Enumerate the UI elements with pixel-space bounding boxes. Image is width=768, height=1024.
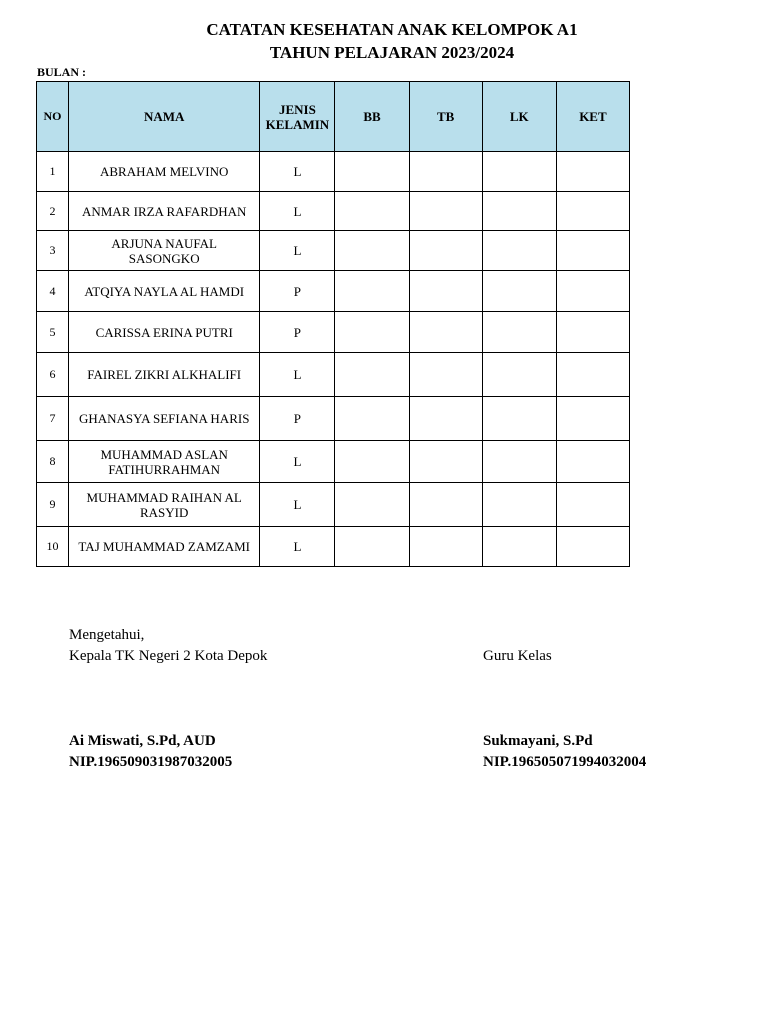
cell-bb [335,312,409,353]
cell-jenis-kelamin: L [260,192,335,231]
cell-nama [69,231,260,271]
bulan-label: BULAN : [37,65,87,79]
cell-bb [335,231,409,271]
cell-lk [482,483,556,527]
table-row [37,312,630,353]
kepala-nip: NIP.196509031987032005 [69,754,233,770]
column-header-jenis-line2: KELAMIN [265,116,330,132]
guru-name: Sukmayani, S.Pd [483,733,593,749]
cell-ket [556,152,629,192]
cell-ket [556,483,629,527]
table-row [37,152,630,192]
cell-ket [556,231,629,271]
cell-bb [335,441,409,483]
cell-bb [335,527,409,567]
cell-jenis-kelamin: L [260,231,335,271]
cell-jenis-kelamin: P [260,397,335,441]
cell-no: 1 [37,152,69,192]
cell-lk [482,441,556,483]
cell-tb [409,231,482,271]
cell-tb [409,483,482,527]
mengetahui-text: Mengetahui, [69,627,145,643]
cell-tb [409,441,482,483]
cell-nama-line2: SASONGKO [128,250,200,266]
table-row [37,192,630,231]
cell-nama: ABRAHAM MELVINO [69,152,260,192]
cell-jenis-kelamin: L [260,152,335,192]
cell-nama: CARISSA ERINA PUTRI [69,312,260,353]
table-row [37,441,630,483]
cell-jenis-kelamin: L [260,353,335,397]
cell-no: 4 [37,271,69,312]
cell-no: 7 [37,397,69,441]
cell-ket [556,312,629,353]
cell-ket [556,192,629,231]
cell-lk [482,527,556,567]
column-header-no: NO [37,82,69,152]
cell-bb [335,483,409,527]
cell-no: 5 [37,312,69,353]
cell-nama-line1: MUHAMMAD ASLAN [100,446,228,462]
cell-nama: ATQIYA NAYLA AL HAMDI [69,271,260,312]
cell-nama-line1: MUHAMMAD RAIHAN AL [86,489,242,505]
cell-bb [335,192,409,231]
column-header-jenis-line1: JENIS [278,101,316,117]
cell-tb [409,397,482,441]
guru-nip: NIP.196505071994032004 [483,754,647,770]
cell-nama: TAJ MUHAMMAD ZAMZAMI [69,527,260,567]
cell-nama-line2: FATIHURRAHMAN [108,461,221,477]
cell-nama-line1: ARJUNA NAUFAL [111,235,217,251]
cell-jenis-kelamin: L [260,483,335,527]
cell-lk [482,152,556,192]
cell-nama [69,483,260,527]
cell-no: 3 [37,231,69,271]
document-title: CATATAN KESEHATAN ANAK KELOMPOK A1 [206,20,578,39]
table-row [37,483,630,527]
cell-lk [482,231,556,271]
column-header-tb: TB [409,82,482,152]
guru-title: Guru Kelas [483,648,552,664]
column-header-jenis-kelamin [260,82,335,152]
cell-lk [482,353,556,397]
cell-tb [409,192,482,231]
cell-no: 6 [37,353,69,397]
health-record-table [36,81,630,567]
cell-no: 2 [37,192,69,231]
cell-jenis-kelamin: L [260,441,335,483]
document-subtitle: TAHUN PELAJARAN 2023/2024 [269,43,515,62]
column-header-ket: KET [556,82,629,152]
table-row [37,353,630,397]
kepala-name: Ai Miswati, S.Pd, AUD [69,733,216,749]
cell-lk [482,192,556,231]
table-row [37,397,630,441]
cell-jenis-kelamin: P [260,312,335,353]
cell-ket [556,271,629,312]
cell-ket [556,397,629,441]
cell-tb [409,152,482,192]
table-row [37,271,630,312]
cell-jenis-kelamin: P [260,271,335,312]
column-header-bb: BB [335,82,409,152]
column-header-nama: NAMA [69,82,260,152]
cell-bb [335,353,409,397]
cell-no: 8 [37,441,69,483]
cell-ket [556,441,629,483]
cell-nama: FAIREL ZIKRI ALKHALIFI [69,353,260,397]
cell-bb [335,271,409,312]
cell-jenis-kelamin: L [260,527,335,567]
table-row [37,527,630,567]
cell-no: 10 [37,527,69,567]
cell-lk [482,312,556,353]
column-header-lk: LK [482,82,556,152]
cell-nama [69,441,260,483]
table-row [37,231,630,271]
cell-nama: ANMAR IRZA RAFARDHAN [69,192,260,231]
cell-ket [556,527,629,567]
cell-nama: GHANASYA SEFIANA HARIS [69,397,260,441]
table-header-row [37,82,630,152]
cell-bb [335,152,409,192]
cell-lk [482,271,556,312]
cell-tb [409,312,482,353]
cell-tb [409,271,482,312]
cell-tb [409,353,482,397]
cell-bb [335,397,409,441]
cell-nama-line2: RASYID [140,504,189,520]
cell-no: 9 [37,483,69,527]
cell-ket [556,353,629,397]
cell-lk [482,397,556,441]
kepala-title: Kepala TK Negeri 2 Kota Depok [69,648,268,664]
cell-tb [409,527,482,567]
